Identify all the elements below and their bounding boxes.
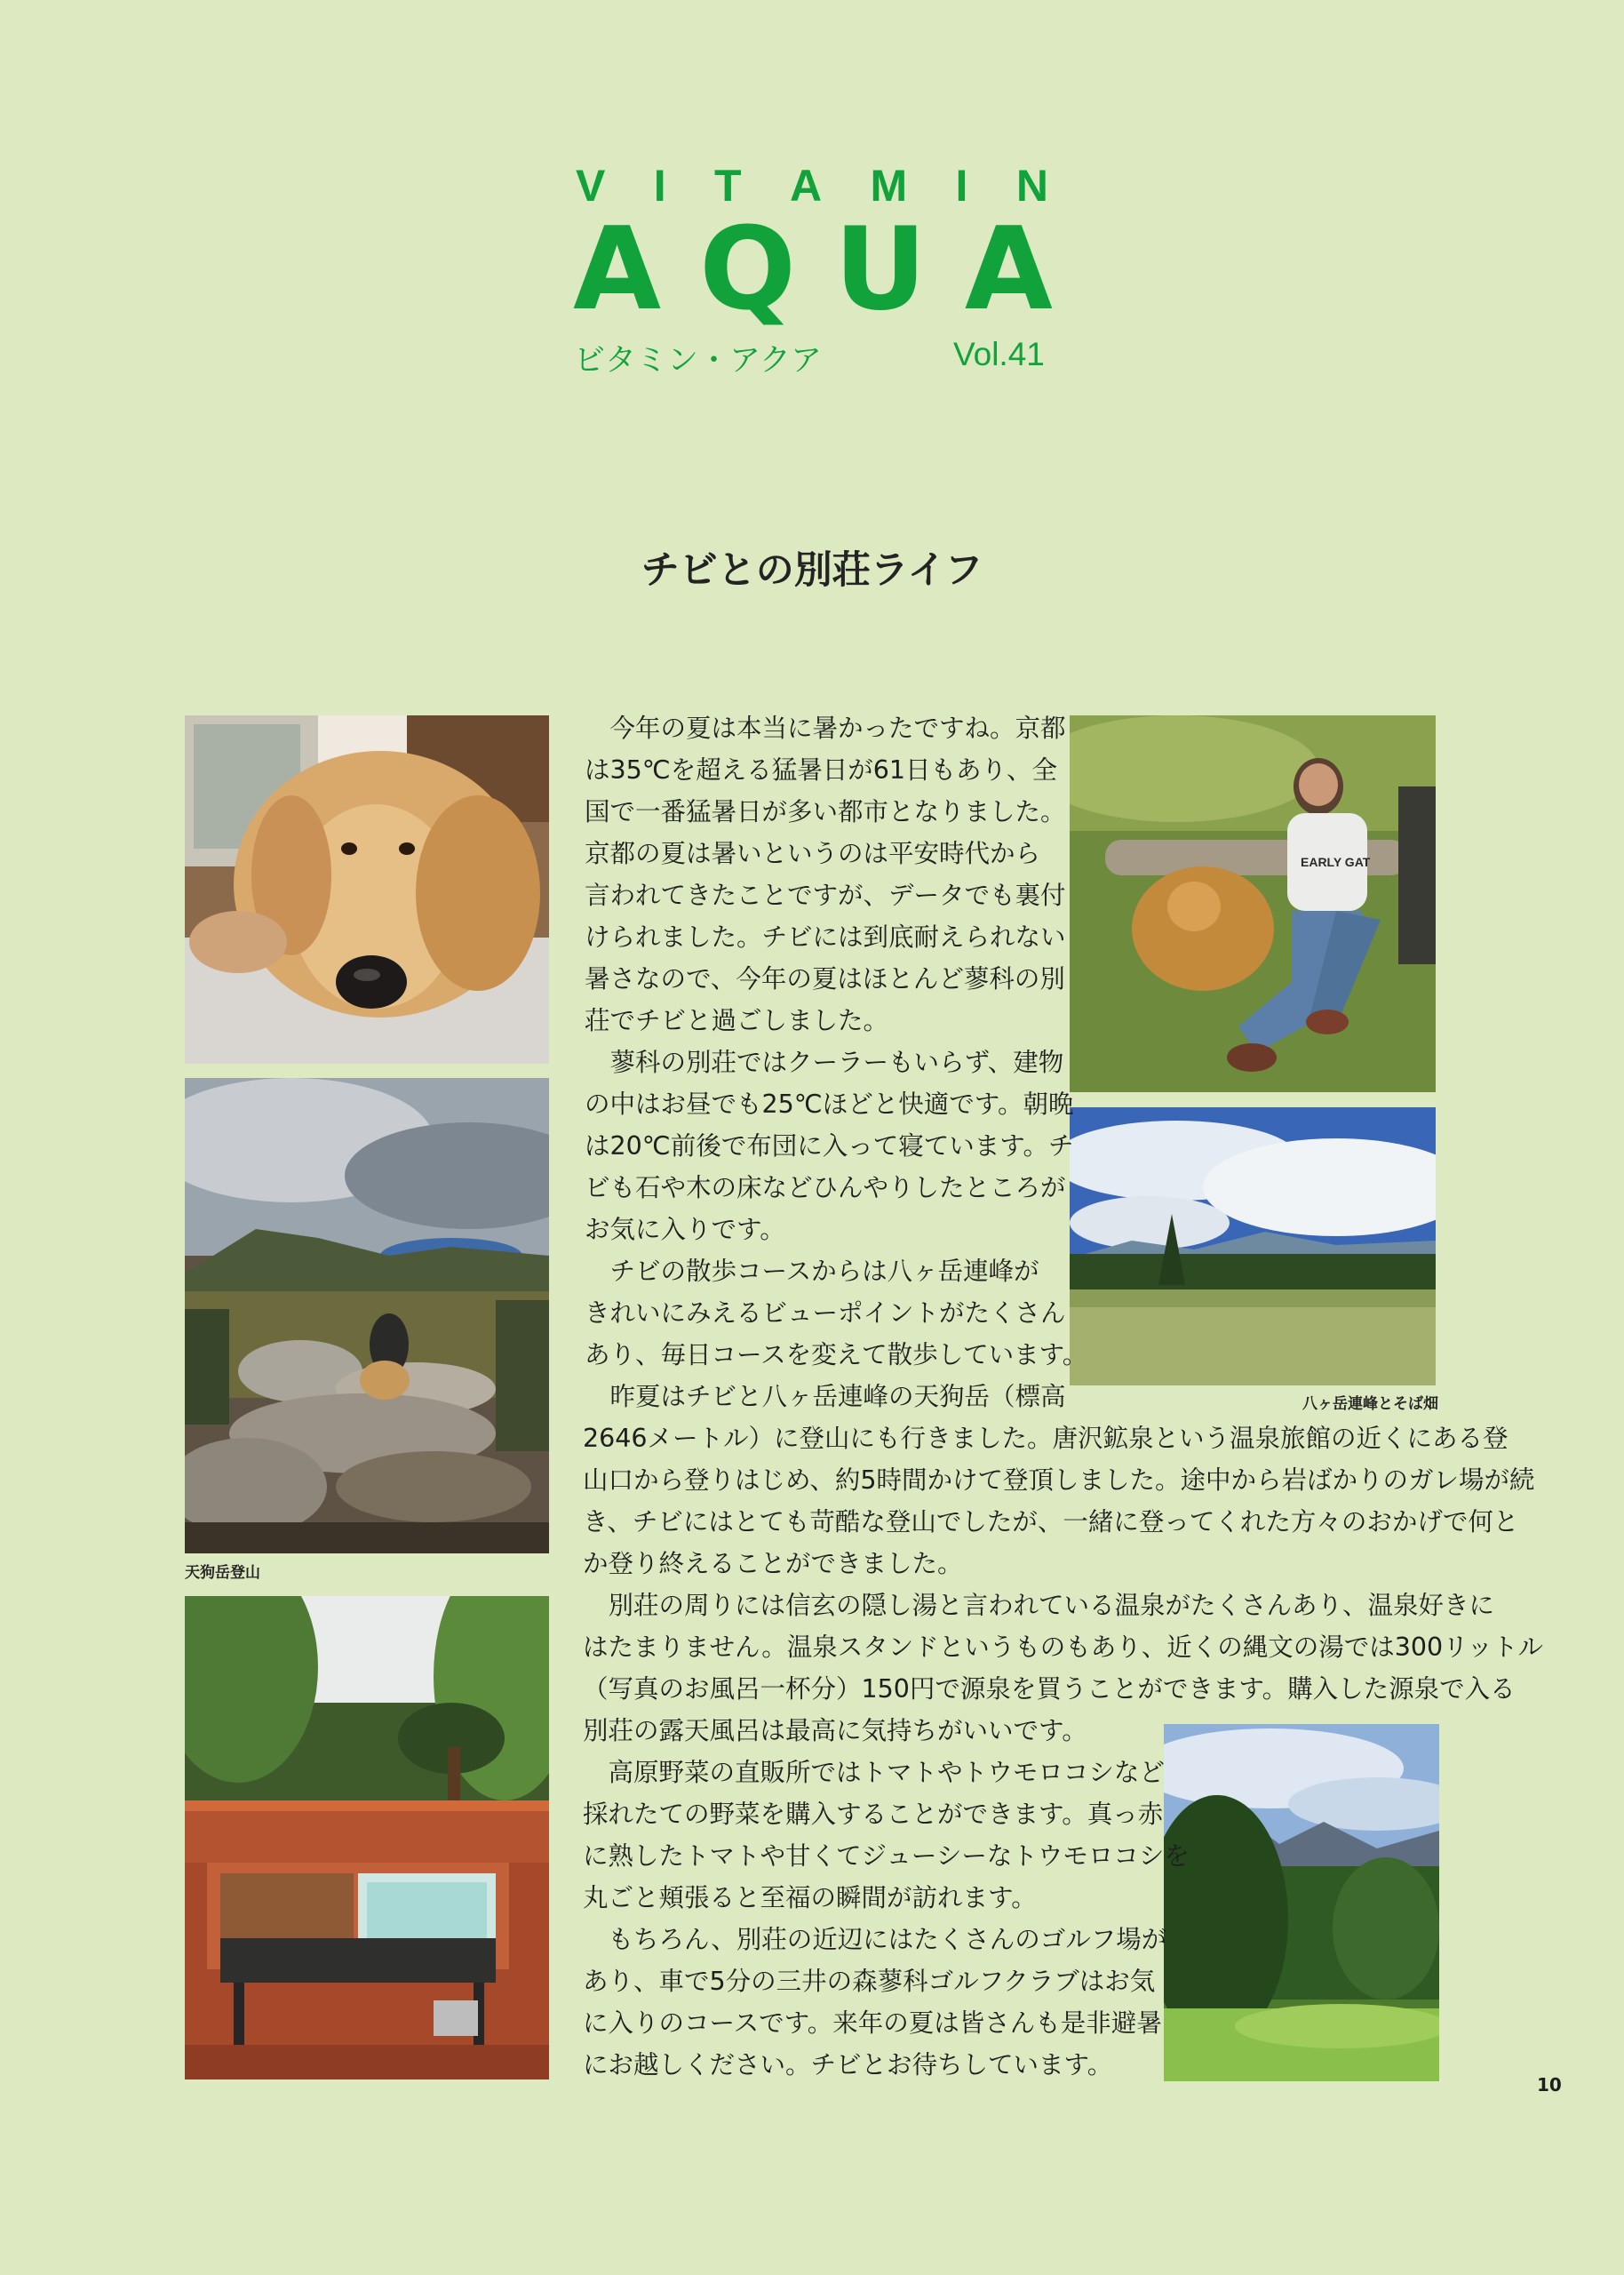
body-line: は20℃前後で布団に入って寝ています。チ — [585, 1131, 1074, 1161]
body-line: 暑さなので、今年の夏はほとんど蓼科の別 — [585, 964, 1065, 994]
body-line: に入りのコースです。来年の夏は皆さんも是非避暑 — [583, 2008, 1162, 2038]
body-line: の中はお昼でも25℃ほどと快適です。朝晩 — [585, 1090, 1074, 1119]
body-line: は35℃を超える猛暑日が61日もあり、全 — [585, 755, 1058, 785]
tengu-caption: 天狗岳登山 — [185, 1564, 260, 1582]
yatsugatake-field-photo — [1070, 1107, 1436, 1385]
dog-closeup-photo — [185, 715, 549, 1064]
masthead-kana: ビタミン・アクア — [574, 343, 822, 379]
masthead-letter: M — [870, 161, 908, 211]
masthead-letter: N — [1015, 161, 1048, 211]
body-line: けられました。チビには到底耐えられない — [585, 922, 1066, 952]
body-line: お気に入りです。 — [585, 1215, 785, 1244]
masthead-letter: U — [833, 204, 927, 336]
body-line: き、チビにはとても苛酷な登山でしたが、一緒に登ってくれた方々のおかげで何と — [583, 1507, 1519, 1537]
masthead-aqua — [573, 204, 1053, 336]
body-line: 山口から登りはじめ、約5時間かけて登頂しました。途中から岩ばかりのガレ場が続 — [583, 1465, 1535, 1495]
body-line: （写真のお風呂一杯分）150円で源泉を買うことができます。購入した源泉で入る — [583, 1674, 1516, 1704]
body-line: あり、毎日コースを変えて散歩しています。 — [585, 1340, 1088, 1369]
body-line: にお越しください。チビとお待ちしています。 — [583, 2050, 1113, 2079]
body-line: に熟したトマトや甘くてジューシーなトウモロコシを — [583, 1841, 1190, 1871]
body-line: か登り終えることができました。 — [583, 1549, 963, 1578]
body-line: 荘でチビと過ごしました。 — [585, 1006, 889, 1035]
body-line: きれいにみえるビューポイントがたくさん — [585, 1298, 1066, 1328]
body-line: 京都の夏は暑いというのは平安時代から — [585, 839, 1041, 868]
body-line: 昨夏はチビと八ヶ岳連峰の天狗岳（標高 — [585, 1382, 1066, 1411]
shirt-text: EARLY GAT — [1301, 855, 1371, 869]
body-line: チビの散歩コースからは八ヶ岳連峰が — [585, 1257, 1039, 1286]
masthead-letter: A — [789, 161, 823, 211]
article-title: チビとの別荘ライフ — [641, 548, 983, 593]
masthead-letter: V — [576, 161, 606, 211]
body-line: もちろん、別荘の近辺にはたくさんのゴルフ場が — [583, 1925, 1167, 1954]
body-line: 高原野菜の直販所ではトマトやトウモロコシなど — [583, 1758, 1165, 1787]
masthead-letter: Q — [699, 204, 796, 336]
masthead-letter: A — [964, 204, 1053, 336]
masthead-letter: I — [955, 161, 968, 211]
body-line: はたまりません。温泉スタンドというものもあり、近くの縄文の湯では300リットル — [583, 1632, 1543, 1662]
open-air-bath-photo — [185, 1596, 549, 2079]
yatsugatake-caption: 八ヶ岳連峰とそば畑 — [1302, 1395, 1438, 1413]
body-line: 2646メートル）に登山にも行きました。唐沢鉱泉という温泉旅館の近くにある登 — [583, 1424, 1509, 1453]
tengu-climb-photo — [185, 1078, 549, 1553]
masthead-letter: A — [573, 204, 662, 336]
masthead-letter: T — [714, 161, 742, 211]
body-line: 蓼科の別荘ではクーラーもいらず、建物 — [585, 1048, 1064, 1077]
body-line: あり、車で5分の三井の森蓼科ゴルフクラブはお気 — [583, 1967, 1156, 1996]
body-line: 言われてきたことですが、データでも裏付 — [585, 881, 1066, 910]
body-line: ビも石や木の床などひんやりしたところが — [585, 1173, 1066, 1202]
body-line: 国で一番猛暑日が多い都市となりました。 — [585, 797, 1066, 826]
body-line: 今年の夏は本当に暑かったですね。京都 — [585, 714, 1066, 743]
golf-course-photo — [1164, 1724, 1439, 2081]
body-line: 採れたての野菜を購入することができます。真っ赤 — [583, 1800, 1164, 1829]
page-number: 10 — [1537, 2074, 1562, 2095]
body-line: 丸ごと頬張ると至福の瞬間が訪れます。 — [583, 1883, 1037, 1912]
masthead-letter: I — [653, 161, 666, 211]
volume-number: Vol.41 — [953, 336, 1045, 372]
body-line: 別荘の周りには信玄の隠し湯と言われている温泉がたくさんあり、温泉好きに — [583, 1591, 1495, 1620]
man-and-dog-photo — [1070, 715, 1436, 1092]
body-line: 別荘の露天風呂は最高に気持ちがいいです。 — [583, 1716, 1087, 1745]
